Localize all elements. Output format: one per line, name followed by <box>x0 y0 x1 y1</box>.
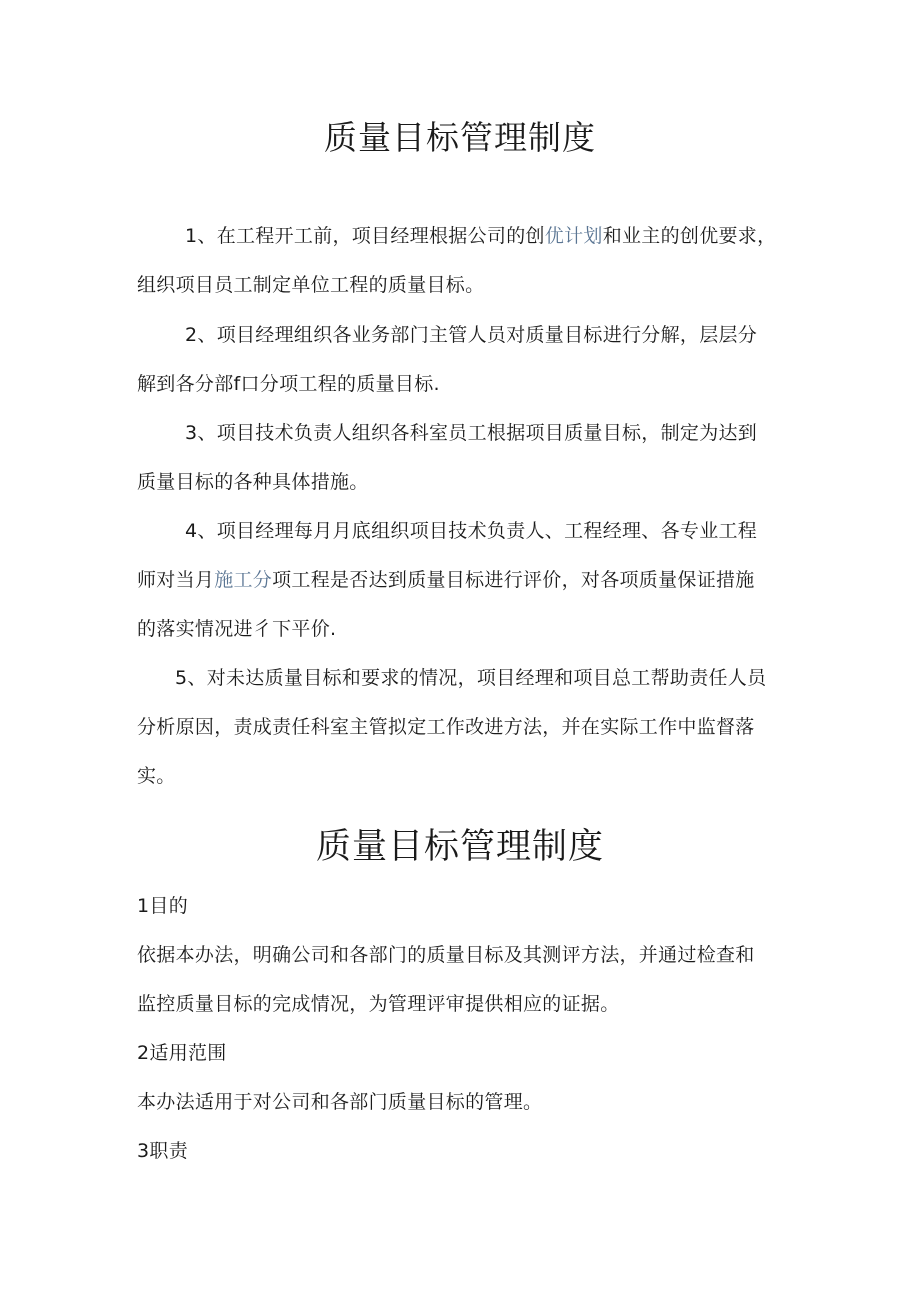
section-1-line-1: 依据本办法，明确公司和各部门的质量目标及其测评方法，并通过检查和 <box>137 944 755 966</box>
item-1-text-b: 和业主的创优要求， <box>602 225 777 247</box>
item-1-line-1 <box>185 224 776 248</box>
item-5-line-2: 分析原因，责成责任科室主管拟定工作改进方法，并在实际工作中监督落 <box>137 716 755 738</box>
item-4-text-a: 师对当月 <box>137 569 215 591</box>
item-5-line-3: 实。 <box>137 765 176 787</box>
document-title: 质量目标管理制度 <box>324 118 596 157</box>
item-1-link-text[interactable]: 优计划 <box>544 225 603 247</box>
item-4-link-text[interactable]: 施工分 <box>214 569 273 591</box>
item-2-line-1: 2、项目经理组织各业务部门主管人员对质量目标进行分解，层层分 <box>185 324 758 346</box>
section-2-line-1: 本办法适用于对公司和各部门质量目标的管理。 <box>137 1091 543 1113</box>
item-5-line-1: 5、对未达质量目标和要求的情况，项目经理和项目总工帮助责任人员 <box>175 667 767 689</box>
item-4-line-2 <box>137 568 755 592</box>
item-3-line-2: 质量目标的各种具体措施。 <box>137 471 369 493</box>
item-4-line-3: 的落实情况进彳下平价. <box>137 618 337 640</box>
section-2-heading: 2适用范围 <box>137 1042 227 1064</box>
item-3-line-1: 3、项目技术负责人组织各科室员工根据项目质量目标，制定为达到 <box>185 422 758 444</box>
item-1-text-a: 1、在工程开工前，项目经理根据公司的创 <box>185 225 545 247</box>
item-2-line-2: 解到各分部f口分项工程的质量目标. <box>137 373 440 395</box>
item-4-line-1: 4、项目经理每月月底组织项目技术负责人、工程经理、各专业工程 <box>185 520 758 542</box>
item-4-text-b: 项工程是否达到质量目标进行评价，对各项质量保证措施 <box>272 569 755 591</box>
item-1-line-2: 组织项目员工制定单位工程的质量目标。 <box>137 274 485 296</box>
section-3-heading: 3职责 <box>137 1140 188 1162</box>
section-1-heading: 1目的 <box>137 895 188 917</box>
section-title: 质量目标管理制度 <box>315 827 604 867</box>
section-1-line-2: 监控质量目标的完成情况，为管理评审提供相应的证据。 <box>137 993 620 1015</box>
